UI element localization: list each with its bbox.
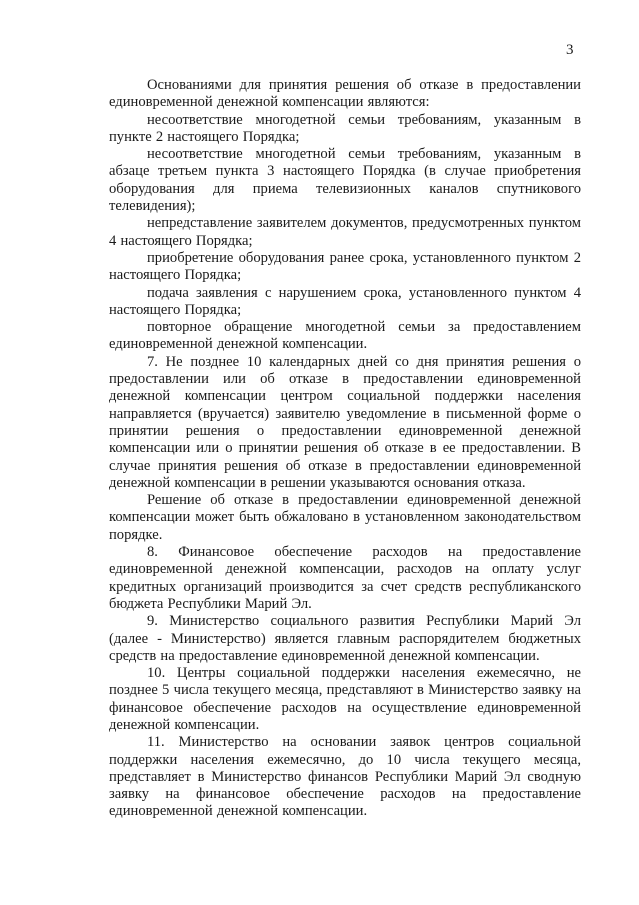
page-number: 3: [566, 42, 574, 58]
paragraph-ground-1: несоответствие многодетной семьи требованиям, указанным в пункте 2 настоящего Порядка;: [109, 111, 581, 145]
paragraph-ground-5: подача заявления с нарушением срока, установленного пунктом 4 настоящего Порядка;: [109, 284, 581, 318]
paragraph-clause-10: 10. Центры социальной поддержки населения ежемесячно, не позднее 5 числа текущего месяца, представляют в Министерство заявку на финансовое обеспечение расходов на осуществление единовременной денежной компенсации.: [109, 665, 581, 733]
paragraph-clause-8: 8. Финансовое обеспечение расходов на предоставление единовременной денежной компенсации, расходов на оплату услуг кредитных организаций производится за счет средств республиканского бюджета Республики Марий Эл.: [109, 544, 581, 612]
paragraph-appeal: Решение об отказе в предоставлении единовременной денежной компенсации может быть обжаловано в установленном законодательством порядке.: [109, 492, 581, 543]
paragraph-ground-4: приобретение оборудования ранее срока, установленного пунктом 2 настоящего Порядка;: [109, 249, 581, 284]
paragraph-ground-2: несоответствие многодетной семьи требованиям, указанным в абзаце третьем пункта 3 настоящего Порядка (в случае приобретения оборудования для приема телевизионных каналов спутникового телевидения);: [109, 146, 581, 215]
paragraph-clause-9: 9. Министерство социального развития Республики Марий Эл (далее - Министерство) является главным распорядителем бюджетных средств на предоставление единовременной денежной компенсации.: [109, 613, 581, 664]
document-body: [109, 77, 581, 821]
paragraph-ground-6: повторное обращение многодетной семьи за предоставлением единовременной денежной компенсации.: [109, 319, 581, 353]
paragraph-clause-11: 11. Министерство на основании заявок центров социальной поддержки населения ежемесячно, до 10 числа текущего месяца, представляет в Министерство финансов Республики Марий Эл сводную заявку на финансовое обеспечение расходов на предоставление единовременной денежной компенсации.: [109, 734, 581, 820]
paragraph-ground-3: непредставление заявителем документов, предусмотренных пунктом 4 настоящего Порядка;: [109, 215, 581, 249]
paragraph-refusal-grounds-intro: Основаниями для принятия решения об отказе в предоставлении единовременной денежной компенсации являются:: [109, 77, 581, 111]
paragraph-clause-7: 7. Не позднее 10 календарных дней со дня принятия решения о предоставлении или об отказе в предоставлении единовременной денежной компенсации центром социальной поддержки населения направляется (вручается) заявителю уведомление в письменной форме о принятии решения о предоставлении единовременной денежной компенсации или о принятии решения об отказе в ее предоставлении. В случае принятия решения об отказе в предоставлении единовременной денежной компенсации в решении указываются основания отказа.: [109, 353, 581, 491]
